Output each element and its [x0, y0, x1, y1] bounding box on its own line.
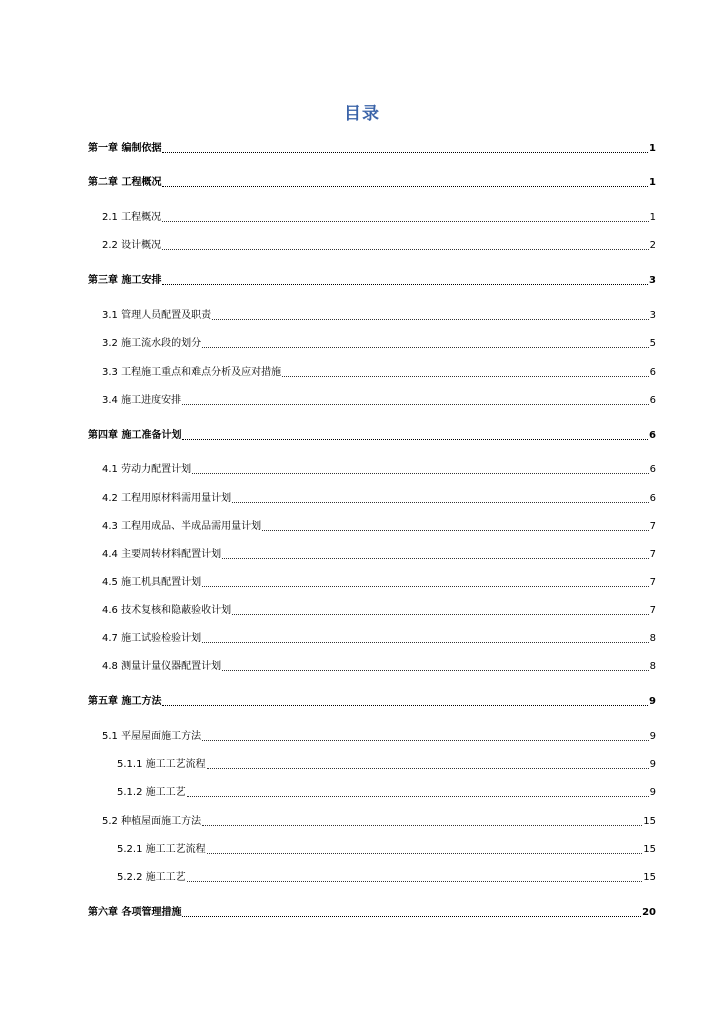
toc-entry-title: 2.1 工程概况	[102, 212, 162, 223]
toc-entry[interactable]	[0, 602, 724, 618]
toc-entry[interactable]	[0, 461, 724, 477]
toc-entry[interactable]	[0, 904, 724, 920]
toc-dot-leader	[162, 152, 648, 153]
toc-entry[interactable]	[0, 728, 724, 744]
toc-entry[interactable]	[0, 335, 724, 351]
toc-entry[interactable]	[0, 784, 724, 800]
toc-entry[interactable]	[0, 392, 724, 408]
toc-page-number: 3	[649, 275, 656, 286]
toc-entry[interactable]	[0, 756, 724, 772]
toc-dot-leader	[202, 586, 649, 587]
toc-dot-leader	[232, 502, 649, 503]
toc-dot-leader	[282, 376, 649, 377]
toc-entry[interactable]	[0, 693, 724, 709]
toc-page-number: 6	[649, 430, 656, 441]
toc-dot-leader	[232, 614, 649, 615]
toc-page-number: 8	[649, 661, 656, 672]
toc-entry-title: 3.4 施工进度安排	[102, 395, 182, 406]
toc-entry[interactable]	[0, 364, 724, 380]
toc-page-number: 9	[649, 759, 656, 770]
toc-page-number: 9	[649, 731, 656, 742]
toc-dot-leader	[262, 530, 649, 531]
toc-dot-leader	[182, 404, 649, 405]
toc-dot-leader	[162, 705, 648, 706]
toc-entry-title: 5.1 平屋屋面施工方法	[102, 731, 202, 742]
toc-page-number: 1	[649, 177, 656, 188]
toc-entry[interactable]	[0, 574, 724, 590]
toc-entry[interactable]	[0, 307, 724, 323]
toc-page-number: 7	[649, 577, 656, 588]
toc-entry-title: 5.2.2 施工工艺	[117, 872, 186, 883]
toc-entry-title: 4.4 主要周转材料配置计划	[102, 549, 222, 560]
toc-dot-leader	[182, 916, 641, 917]
toc-dot-leader	[162, 284, 648, 285]
toc-page-number: 15	[643, 844, 656, 855]
toc-entry[interactable]	[0, 658, 724, 674]
toc-dot-leader	[187, 796, 649, 797]
toc-entry-title: 第四章 施工准备计划	[88, 430, 182, 441]
toc-entry[interactable]	[0, 237, 724, 253]
toc-entry-title: 4.6 技术复核和隐蔽验收计划	[102, 605, 232, 616]
toc-dot-leader	[162, 186, 648, 187]
toc-dot-leader	[182, 439, 648, 440]
toc-dot-leader	[187, 881, 643, 882]
toc-entry[interactable]	[0, 841, 724, 857]
toc-page-number: 20	[642, 907, 656, 918]
toc-entry[interactable]	[0, 630, 724, 646]
toc-entry[interactable]	[0, 272, 724, 288]
toc-entry[interactable]	[0, 174, 724, 190]
toc-page-number: 6	[649, 395, 656, 406]
toc-entry[interactable]	[0, 490, 724, 506]
toc-entry-title: 3.3 工程施工重点和难点分析及应对措施	[102, 367, 282, 378]
toc-entry-title: 第五章 施工方法	[88, 696, 162, 707]
toc-page-number: 5	[649, 338, 656, 349]
toc-page-number: 7	[649, 605, 656, 616]
toc-page-number: 1	[649, 212, 656, 223]
toc-entry[interactable]	[0, 546, 724, 562]
toc-entry-title: 4.8 测量计量仪器配置计划	[102, 661, 222, 672]
page-title: 目录	[344, 104, 380, 124]
toc-dot-leader	[162, 221, 649, 222]
toc-entry-title: 第六章 各项管理措施	[88, 907, 182, 918]
toc-entry-title: 3.2 施工流水段的划分	[102, 338, 202, 349]
toc-dot-leader	[207, 853, 643, 854]
toc-page-number: 15	[643, 816, 656, 827]
toc-page-number: 6	[649, 464, 656, 475]
toc-entry[interactable]	[0, 140, 724, 156]
toc-dot-leader	[222, 558, 649, 559]
toc-page-number: 7	[649, 521, 656, 532]
toc-dot-leader	[202, 642, 649, 643]
toc-entry-title: 5.2 种植屋面施工方法	[102, 816, 202, 827]
toc-dot-leader	[207, 768, 649, 769]
toc-entry-title: 5.2.1 施工工艺流程	[117, 844, 206, 855]
toc-dot-leader	[202, 347, 649, 348]
toc-entry[interactable]	[0, 209, 724, 225]
toc-entry[interactable]	[0, 869, 724, 885]
toc-page-number: 9	[649, 696, 656, 707]
toc-entry-title: 第二章 工程概况	[88, 177, 162, 188]
toc-entry-title: 2.2 设计概况	[102, 240, 162, 251]
toc-dot-leader	[212, 319, 649, 320]
toc-entry-title: 4.5 施工机具配置计划	[102, 577, 202, 588]
toc-entry-title: 4.1 劳动力配置计划	[102, 464, 192, 475]
toc-entry[interactable]	[0, 427, 724, 443]
toc-dot-leader	[202, 825, 642, 826]
toc-dot-leader	[222, 670, 649, 671]
toc-entry-title: 5.1.2 施工工艺	[117, 787, 186, 798]
toc-dot-leader	[162, 249, 649, 250]
toc-page-number: 15	[643, 872, 656, 883]
toc-page-number: 2	[649, 240, 656, 251]
toc-dot-leader	[202, 740, 649, 741]
toc-page-number: 8	[649, 633, 656, 644]
toc-entry-title: 第一章 编制依据	[88, 143, 162, 154]
toc-page-number: 3	[649, 310, 656, 321]
toc-page-number: 1	[649, 143, 656, 154]
toc-entry-title: 4.2 工程用原材料需用量计划	[102, 493, 232, 504]
toc-dot-leader	[192, 473, 649, 474]
toc-entry[interactable]	[0, 518, 724, 534]
toc-entry-title: 4.3 工程用成品、半成品需用量计划	[102, 521, 262, 532]
toc-page-number: 7	[649, 549, 656, 560]
toc-entry-title: 3.1 管理人员配置及职责	[102, 310, 212, 321]
toc-entry-title: 5.1.1 施工工艺流程	[117, 759, 206, 770]
toc-page-number: 6	[649, 367, 656, 378]
toc-entry-title: 第三章 施工安排	[88, 275, 162, 286]
toc-page-number: 9	[649, 787, 656, 798]
toc-entry[interactable]	[0, 813, 724, 829]
toc-entry-title: 4.7 施工试验检验计划	[102, 633, 202, 644]
toc-page-number: 6	[649, 493, 656, 504]
